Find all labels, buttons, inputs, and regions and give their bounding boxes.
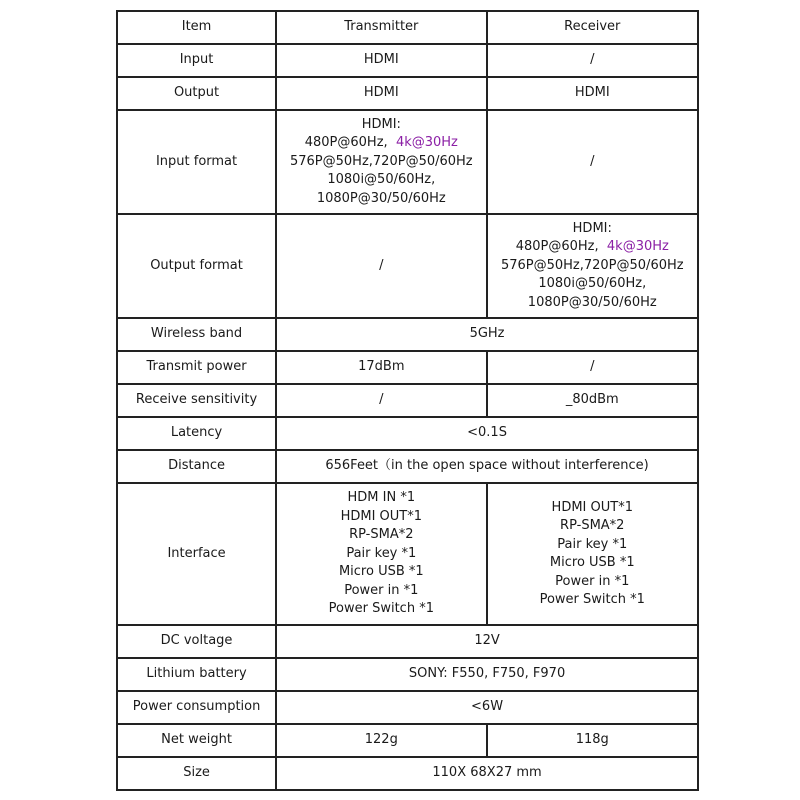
format-highlight: 4k@30Hz (395, 135, 458, 151)
row-net-weight (117, 724, 698, 757)
interface-item: RP-SMA*2 (560, 518, 625, 533)
row-label: Output (117, 77, 276, 110)
transmitter-value: HDMI (276, 44, 486, 77)
format-line: 1080P@30/50/60Hz (316, 190, 446, 206)
row-label: Output format (117, 214, 276, 318)
receiver-value (487, 214, 698, 318)
transmitter-value: / (276, 214, 486, 318)
row-output (117, 77, 698, 110)
transmitter-value: HDMI (276, 77, 486, 110)
interface-item: RP-SMA*2 (349, 527, 414, 543)
row-transmit-power (117, 351, 698, 384)
receiver-value: / (487, 44, 698, 77)
shared-value: SONY: F550, F750, F970 (276, 658, 698, 691)
shared-value: 656Feet（in the open space without interference) (276, 450, 698, 483)
row-output-format (117, 214, 698, 318)
interface-item: Pair key *1 (557, 536, 628, 552)
shared-value: 12V (276, 625, 698, 658)
format-line: HDMI: (572, 220, 612, 236)
receiver-value: HDMI (487, 77, 698, 110)
row-input-format (117, 110, 698, 214)
shared-value: <6W (276, 691, 698, 724)
row-label: DC voltage (117, 625, 276, 658)
row-size (117, 757, 698, 790)
row-label: Wireless band (117, 318, 276, 351)
receiver-value: _80dBm (487, 384, 698, 417)
format-line: 576P@50Hz,720P@50/60Hz (289, 153, 473, 169)
receiver-value: / (487, 351, 698, 384)
row-input (117, 44, 698, 77)
row-power-consumption (117, 691, 698, 724)
row-label: Input (117, 44, 276, 77)
row-label: Transmit power (117, 351, 276, 384)
interface-item: Power in *1 (555, 573, 630, 589)
format-line: 1080i@50/60Hz, (327, 172, 436, 188)
row-label: Lithium battery (117, 658, 276, 691)
interface-item: Micro USB *1 (549, 555, 635, 570)
interface-item: Pair key *1 (346, 545, 417, 561)
receiver-value: / (487, 110, 698, 214)
format-fragment: 480P@60Hz, (304, 135, 388, 151)
transmitter-value (276, 110, 486, 214)
format-highlight: 4k@30Hz (606, 239, 669, 255)
format-line (281, 134, 481, 153)
spec-table (116, 10, 699, 791)
row-label: Distance (117, 450, 276, 483)
format-line: 1080i@50/60Hz, (538, 276, 647, 292)
transmitter-value (276, 483, 486, 625)
shared-value: 5GHz (276, 318, 698, 351)
row-label: Receive sensitivity (117, 384, 276, 417)
row-label: Interface (117, 483, 276, 625)
header-transmitter: Transmitter (276, 11, 486, 44)
table-header-row (117, 11, 698, 44)
row-lithium-battery (117, 658, 698, 691)
row-label: Net weight (117, 724, 276, 757)
receiver-value (487, 483, 698, 625)
row-receive-sensitivity (117, 384, 698, 417)
row-wireless-band (117, 318, 698, 351)
transmitter-value: 17dBm (276, 351, 486, 384)
header-receiver: Receiver (487, 11, 698, 44)
interface-item: HDM IN *1 (347, 490, 416, 506)
row-dc-voltage (117, 625, 698, 658)
row-label: Size (117, 757, 276, 790)
interface-item: HDMI OUT*1 (340, 508, 423, 524)
format-line: 1080P@30/50/60Hz (527, 294, 657, 310)
format-line: 576P@50Hz,720P@50/60Hz (500, 257, 684, 273)
transmitter-value: 122g (276, 724, 486, 757)
format-line: HDMI: (361, 116, 401, 132)
row-distance (117, 450, 698, 483)
row-latency (117, 417, 698, 450)
transmitter-value: / (276, 384, 486, 417)
format-line (492, 238, 693, 257)
interface-item: Micro USB *1 (338, 564, 424, 580)
row-label: Input format (117, 110, 276, 214)
interface-item: Power Switch *1 (328, 601, 434, 617)
row-interface (117, 483, 698, 625)
interface-item: HDMI OUT*1 (551, 499, 633, 515)
shared-value: 110X 68X27 mm (276, 757, 698, 790)
row-label: Latency (117, 417, 276, 450)
interface-item: Power Switch *1 (539, 592, 645, 607)
header-item: Item (117, 11, 276, 44)
interface-item: Power in *1 (344, 582, 419, 598)
format-fragment: 480P@60Hz, (515, 239, 599, 255)
shared-value: <0.1S (276, 417, 698, 450)
receiver-value: 118g (487, 724, 698, 757)
row-label: Power consumption (117, 691, 276, 724)
